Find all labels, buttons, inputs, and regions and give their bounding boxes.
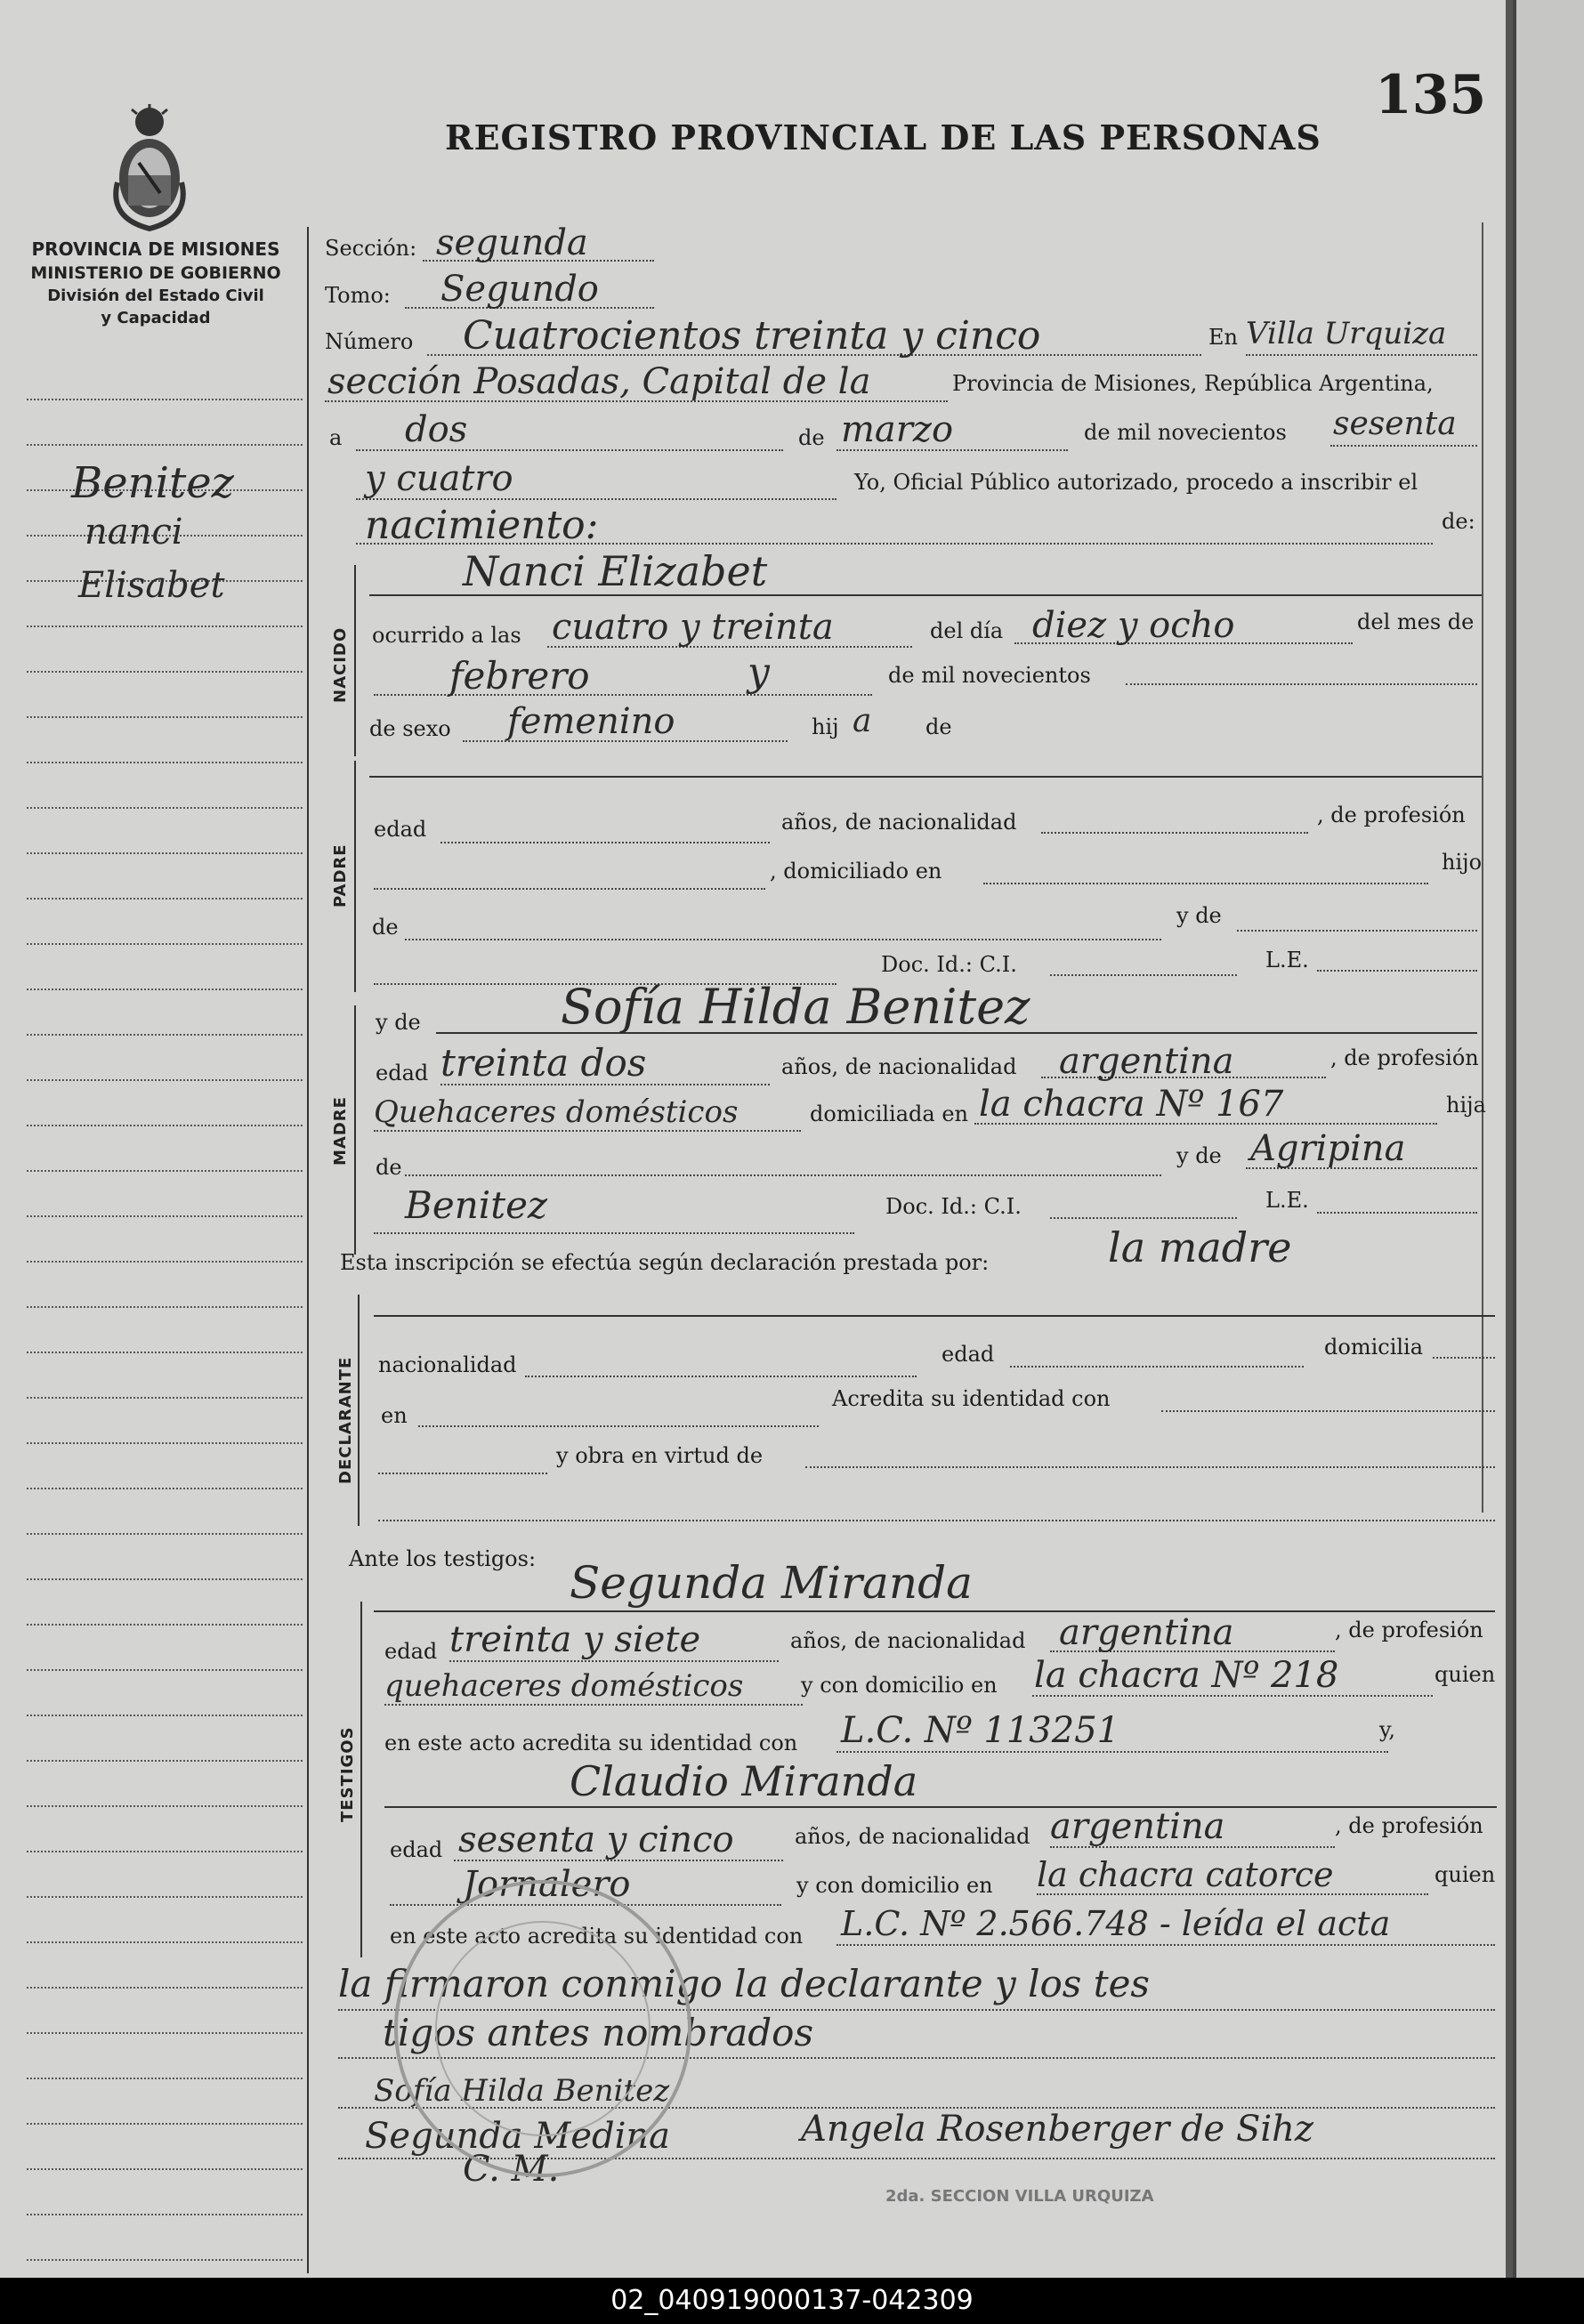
- margin-ruled-line: [27, 399, 303, 400]
- padre-y-de-line: [1237, 930, 1477, 932]
- decl-acredita-label: Acredita su identidad con: [832, 1386, 1111, 1411]
- dia-nac-value: diez y ocho: [1032, 605, 1235, 646]
- anio-value-2: y cuatro: [365, 458, 513, 499]
- madre-y-de-label: y de: [376, 1010, 421, 1035]
- org-line-3: División del Estado Civil: [47, 286, 264, 305]
- t1-quien: quien: [1434, 1662, 1496, 1687]
- y-mark: y: [748, 650, 770, 695]
- decl-obra-label: y obra en virtud de: [556, 1443, 764, 1468]
- margin-ruled-line: [27, 1624, 303, 1626]
- padre-le-label: L.E.: [1265, 948, 1309, 972]
- decl-obra-line: [805, 1466, 1495, 1468]
- margin-ruled-line: [27, 1760, 303, 1762]
- mil-label: de mil novecientos: [1084, 420, 1287, 445]
- margin-ruled-line: [27, 1805, 303, 1807]
- madre-de-line: [405, 1174, 1161, 1176]
- madre-rule: [354, 1005, 356, 1255]
- margin-ruled-line: [27, 1987, 303, 1989]
- margin-ruled-line: [27, 989, 303, 990]
- margin-ruled-line: [27, 671, 303, 673]
- t2-nac-value: argentina: [1050, 1806, 1225, 1847]
- t1-acredita-label: en este acto acredita su identidad con: [384, 1731, 798, 1755]
- t1-doc-value: L.C. Nº 113251: [841, 1710, 1120, 1751]
- margin-ruled-line: [27, 807, 303, 809]
- margin-ruled-line: [27, 762, 303, 763]
- mes-nac-value: febrero: [449, 654, 590, 698]
- margin-ruled-line: [27, 2078, 303, 2079]
- padre-rule: [354, 761, 356, 992]
- padre-ci-line: [1050, 974, 1237, 976]
- t2-acredita-line: [836, 1944, 1495, 1946]
- margin-ruled-line: [27, 2032, 303, 2034]
- madre-le-line: [1317, 1212, 1477, 1214]
- a-label: a: [329, 425, 343, 450]
- t1-edad-label: edad: [384, 1639, 438, 1664]
- decl-domicilia-label: domicilia: [1324, 1335, 1424, 1360]
- madre-le-label: L.E.: [1265, 1188, 1309, 1213]
- margin-ruled-line: [27, 1170, 303, 1172]
- en-label: En: [1208, 325, 1238, 350]
- t1-acredita-line: [836, 1751, 1388, 1753]
- padre-le-line: [1317, 970, 1477, 972]
- org-line-4: y Capacidad: [101, 309, 211, 327]
- margin-given-name-2: Elisabet: [78, 565, 225, 606]
- line2-text: Provincia de Misiones, República Argentina,: [952, 371, 1434, 396]
- org-line-2: MINISTERIO DE GOBIERNO: [30, 263, 281, 283]
- madre-hija-label: hija: [1446, 1093, 1486, 1118]
- madre-ape-line: [374, 1232, 854, 1234]
- de-label: de: [798, 425, 825, 450]
- decl-domicilia-line: [1433, 1357, 1495, 1359]
- book-spine: [1506, 0, 1513, 2278]
- margin-ruled-line: [27, 2214, 303, 2215]
- decl-en-label: en: [381, 1403, 408, 1428]
- margin-ruled-line: [27, 2123, 303, 2125]
- madre-edad-label: edad: [376, 1061, 429, 1085]
- seccion-label: Sección:: [325, 236, 417, 261]
- ocurrido-label: ocurrido a las: [372, 623, 521, 648]
- margin-ruled-line: [27, 1352, 303, 1353]
- t1-prof-label: , de profesión: [1335, 1618, 1483, 1642]
- margin-ruled-line: [27, 1488, 303, 1489]
- t2-anios-label: años, de nacionalidad: [795, 1824, 1030, 1849]
- margin-ruled-line: [27, 852, 303, 854]
- margin-ruled-line: [27, 1669, 303, 1671]
- closing-line-2: tigos antes nombrados: [383, 2011, 814, 2054]
- padre-edad-line: [440, 842, 770, 843]
- del-mes-label: del mes de: [1357, 609, 1475, 634]
- testigos-section-label: TESTIGOS: [338, 1726, 357, 1822]
- declaracion-value: la madre: [1108, 1223, 1292, 1271]
- t1-nac-value: argentina: [1059, 1612, 1234, 1653]
- office-stamp-text: 2da. SECCION VILLA URQUIZA: [885, 2187, 1154, 2206]
- seccion-value: segunda: [436, 222, 588, 263]
- t2-edad-value: sesenta y cinco: [458, 1820, 734, 1860]
- margin-ruled-line: [27, 1215, 303, 1217]
- padre-section-label: PADRE: [331, 843, 350, 908]
- t1-name-line: [374, 1610, 1495, 1612]
- padre-edad-label: edad: [374, 817, 427, 842]
- margin-ruled-line: [27, 1306, 303, 1308]
- margin-ruled-line: [27, 898, 303, 900]
- padre-hijo-label: hijo: [1442, 850, 1483, 875]
- t2-dom-value: la chacra catorce: [1037, 1855, 1334, 1894]
- declarante-rule: [358, 1295, 360, 1526]
- nacido-name-value: Nanci Elizabet: [463, 547, 768, 595]
- numero-label: Número: [325, 329, 414, 354]
- t1-prof-value: quehaceres domésticos: [384, 1668, 744, 1704]
- tomo-value: Segundo: [440, 269, 599, 310]
- madre-prof-value: Quehaceres domésticos: [374, 1094, 739, 1130]
- decl-nac-label: nacionalidad: [378, 1352, 517, 1377]
- anio-line-1: [1330, 445, 1477, 447]
- signature-3: Angela Rosenberger de Sihz: [801, 2109, 1313, 2150]
- ante-testigos-label: Ante los testigos:: [349, 1546, 537, 1571]
- mes-value: marzo: [841, 409, 954, 450]
- margin-ruled-line: [27, 1896, 303, 1898]
- madre-name-value: Sofía Hilda Benitez: [561, 979, 1030, 1035]
- margin-ruled-line: [27, 1261, 303, 1263]
- t1-prof-line: [384, 1704, 803, 1706]
- right-rule: [1482, 222, 1483, 1513]
- hora-value: cuatro y treinta: [552, 607, 834, 648]
- margin-ruled-line: [27, 1533, 303, 1535]
- madre-prof-line: [374, 1130, 801, 1132]
- t1-edad-value: treinta y siete: [449, 1619, 701, 1660]
- margin-ruled-line: [27, 943, 303, 945]
- padre-prof-line: [374, 888, 765, 890]
- madre-prof-label: , de profesión: [1330, 1045, 1479, 1070]
- t2-prof-label: , de profesión: [1335, 1813, 1483, 1838]
- padre-doc-label: Doc. Id.: C.I.: [881, 952, 1017, 977]
- main-column-rule: [307, 227, 309, 2273]
- padre-nac-line: [1041, 832, 1308, 834]
- en-line: [1246, 354, 1477, 356]
- signature-4: C. M.: [463, 2149, 560, 2190]
- acto-value: nacimiento:: [365, 503, 599, 548]
- margin-ruled-line: [27, 625, 303, 627]
- page-title: REGISTRO PROVINCIAL DE LAS PERSONAS: [445, 117, 1321, 157]
- declaracion-text: Esta inscripción se efectúa según declaración prestada por:: [340, 1250, 990, 1275]
- padre-anios-label: años, de nacionalidad: [781, 810, 1017, 835]
- margin-given-name-1: nanci: [85, 512, 183, 553]
- anio-value-1: sesenta: [1333, 406, 1457, 442]
- t2-name-line: [384, 1806, 1497, 1808]
- madre-doc-label: Doc. Id.: C.I.: [885, 1194, 1022, 1219]
- madre-edad-value: treinta dos: [440, 1041, 647, 1085]
- mil-nac-label: de mil novecientos: [888, 663, 1091, 688]
- dia-value: dos: [405, 409, 468, 450]
- madre-y-de2-label: y de: [1176, 1143, 1222, 1168]
- declarante-section-label: DECLARANTE: [336, 1356, 355, 1484]
- decl-nac-line: [525, 1376, 917, 1377]
- image-caption: 02_040919000137-042309: [0, 2278, 1584, 2324]
- de-colon-label: de:: [1442, 509, 1475, 534]
- sexo-value: femenino: [507, 701, 675, 742]
- madre-dom-value: la chacra Nº 167: [979, 1084, 1284, 1125]
- t2-acredita-label: en este acto acredita su identidad con: [390, 1924, 804, 1949]
- margin-ruled-line: [27, 1715, 303, 1716]
- numero-value: Cuatrocientos treinta y cinco: [463, 313, 1041, 359]
- nacido-section-label: NACIDO: [331, 626, 350, 703]
- declarante-top-line: [374, 1315, 1495, 1317]
- margin-surname: Benitez: [71, 458, 234, 508]
- margin-ruled-line: [27, 1125, 303, 1126]
- organization-block: [9, 238, 303, 327]
- closing-line-1: la firmaron conmigo la declarante y los tes: [338, 1962, 1150, 2005]
- decl-bottom-line: [378, 1520, 1495, 1521]
- t1-edad-line: [449, 1660, 779, 1662]
- t1-name-value: Segunda Miranda: [570, 1557, 973, 1609]
- margin-ruled-line: [27, 1578, 303, 1580]
- madre-madre-value: Agripina: [1250, 1128, 1406, 1169]
- padre-top-line: [369, 776, 1482, 778]
- t2-edad-label: edad: [390, 1837, 443, 1862]
- t2-prof-value: Jornalero: [463, 1864, 631, 1905]
- madre-anios-label: años, de nacionalidad: [781, 1054, 1017, 1079]
- line2-value: sección Posadas, Capital de la: [327, 361, 871, 402]
- margin-ruled-line: [27, 1034, 303, 1036]
- t1-dom-label: y con domicilio en: [801, 1673, 998, 1698]
- madre-ci-line: [1050, 1217, 1237, 1219]
- margin-ruled-line: [27, 716, 303, 718]
- testigos-rule: [360, 1602, 362, 1957]
- t2-doc-value: L.C. Nº 2.566.748 - leída el acta: [841, 1904, 1391, 1943]
- coat-of-arms-icon: [105, 102, 194, 236]
- margin-ruled-line: [27, 1851, 303, 1852]
- anio-nac-line: [1126, 683, 1477, 685]
- t1-dom-value: la chacra Nº 218: [1034, 1655, 1339, 1696]
- hijo-de-label: de: [925, 714, 952, 739]
- margin-ruled-line: [27, 1941, 303, 1943]
- madre-de-label: de: [376, 1155, 402, 1180]
- signature-1: Sofía Hilda Benitez: [374, 2073, 670, 2109]
- t1-anios-label: años, de nacionalidad: [790, 1628, 1026, 1653]
- padre-dom-line: [983, 883, 1428, 884]
- nacido-rule: [354, 565, 356, 756]
- madre-nac-value: argentina: [1059, 1041, 1234, 1082]
- hijo-label: hij: [812, 714, 839, 739]
- t2-dom-label: y con domicilio en: [796, 1873, 993, 1898]
- decl-edad-label: edad: [942, 1342, 995, 1367]
- mes-nac-line: [374, 694, 872, 696]
- decl-obra-pre-line: [378, 1473, 547, 1474]
- madre-section-label: MADRE: [331, 1096, 350, 1166]
- sexo-label: de sexo: [369, 716, 451, 741]
- en-value: Villa Urquiza: [1246, 316, 1447, 351]
- padre-y-de-label: y de: [1176, 903, 1222, 928]
- adjacent-page-edge: [1513, 0, 1584, 2278]
- padre-dom-label: , domiciliado en: [770, 859, 942, 884]
- org-line-1: PROVINCIA DE MISIONES: [31, 238, 280, 260]
- margin-ruled-line: [27, 2259, 303, 2261]
- madre-dom-label: domiciliada en: [810, 1101, 968, 1126]
- padre-de-label: de: [372, 915, 399, 940]
- madre-madre-value2: Benitez: [405, 1183, 548, 1227]
- margin-ruled-line: [27, 1397, 303, 1399]
- margin-ruled-line: [27, 1442, 303, 1444]
- decl-en-line: [418, 1425, 819, 1427]
- t1-y: y,: [1379, 1717, 1395, 1742]
- decl-edad-line: [1010, 1366, 1304, 1368]
- padre-de-line: [405, 939, 1161, 940]
- official-seal-stamp: [383, 1833, 703, 2224]
- tomo-label: Tomo:: [325, 283, 391, 308]
- hijo-suffix: a: [853, 703, 872, 739]
- margin-ruled-line: [27, 1079, 303, 1081]
- del-dia-label: del día: [930, 618, 1004, 643]
- page-number: 135: [1375, 64, 1487, 126]
- t2-name-value: Claudio Miranda: [570, 1757, 918, 1805]
- margin-ruled-line: [27, 2168, 303, 2170]
- official-text: Yo, Oficial Público autorizado, procedo a inscribir el: [854, 470, 1418, 495]
- margin-ruled-line: [27, 444, 303, 446]
- signature-2: Segunda Medina: [365, 2116, 671, 2157]
- padre-prof-label: , de profesión: [1317, 803, 1466, 827]
- t2-quien: quien: [1434, 1862, 1496, 1887]
- decl-acredita-line: [1161, 1410, 1495, 1412]
